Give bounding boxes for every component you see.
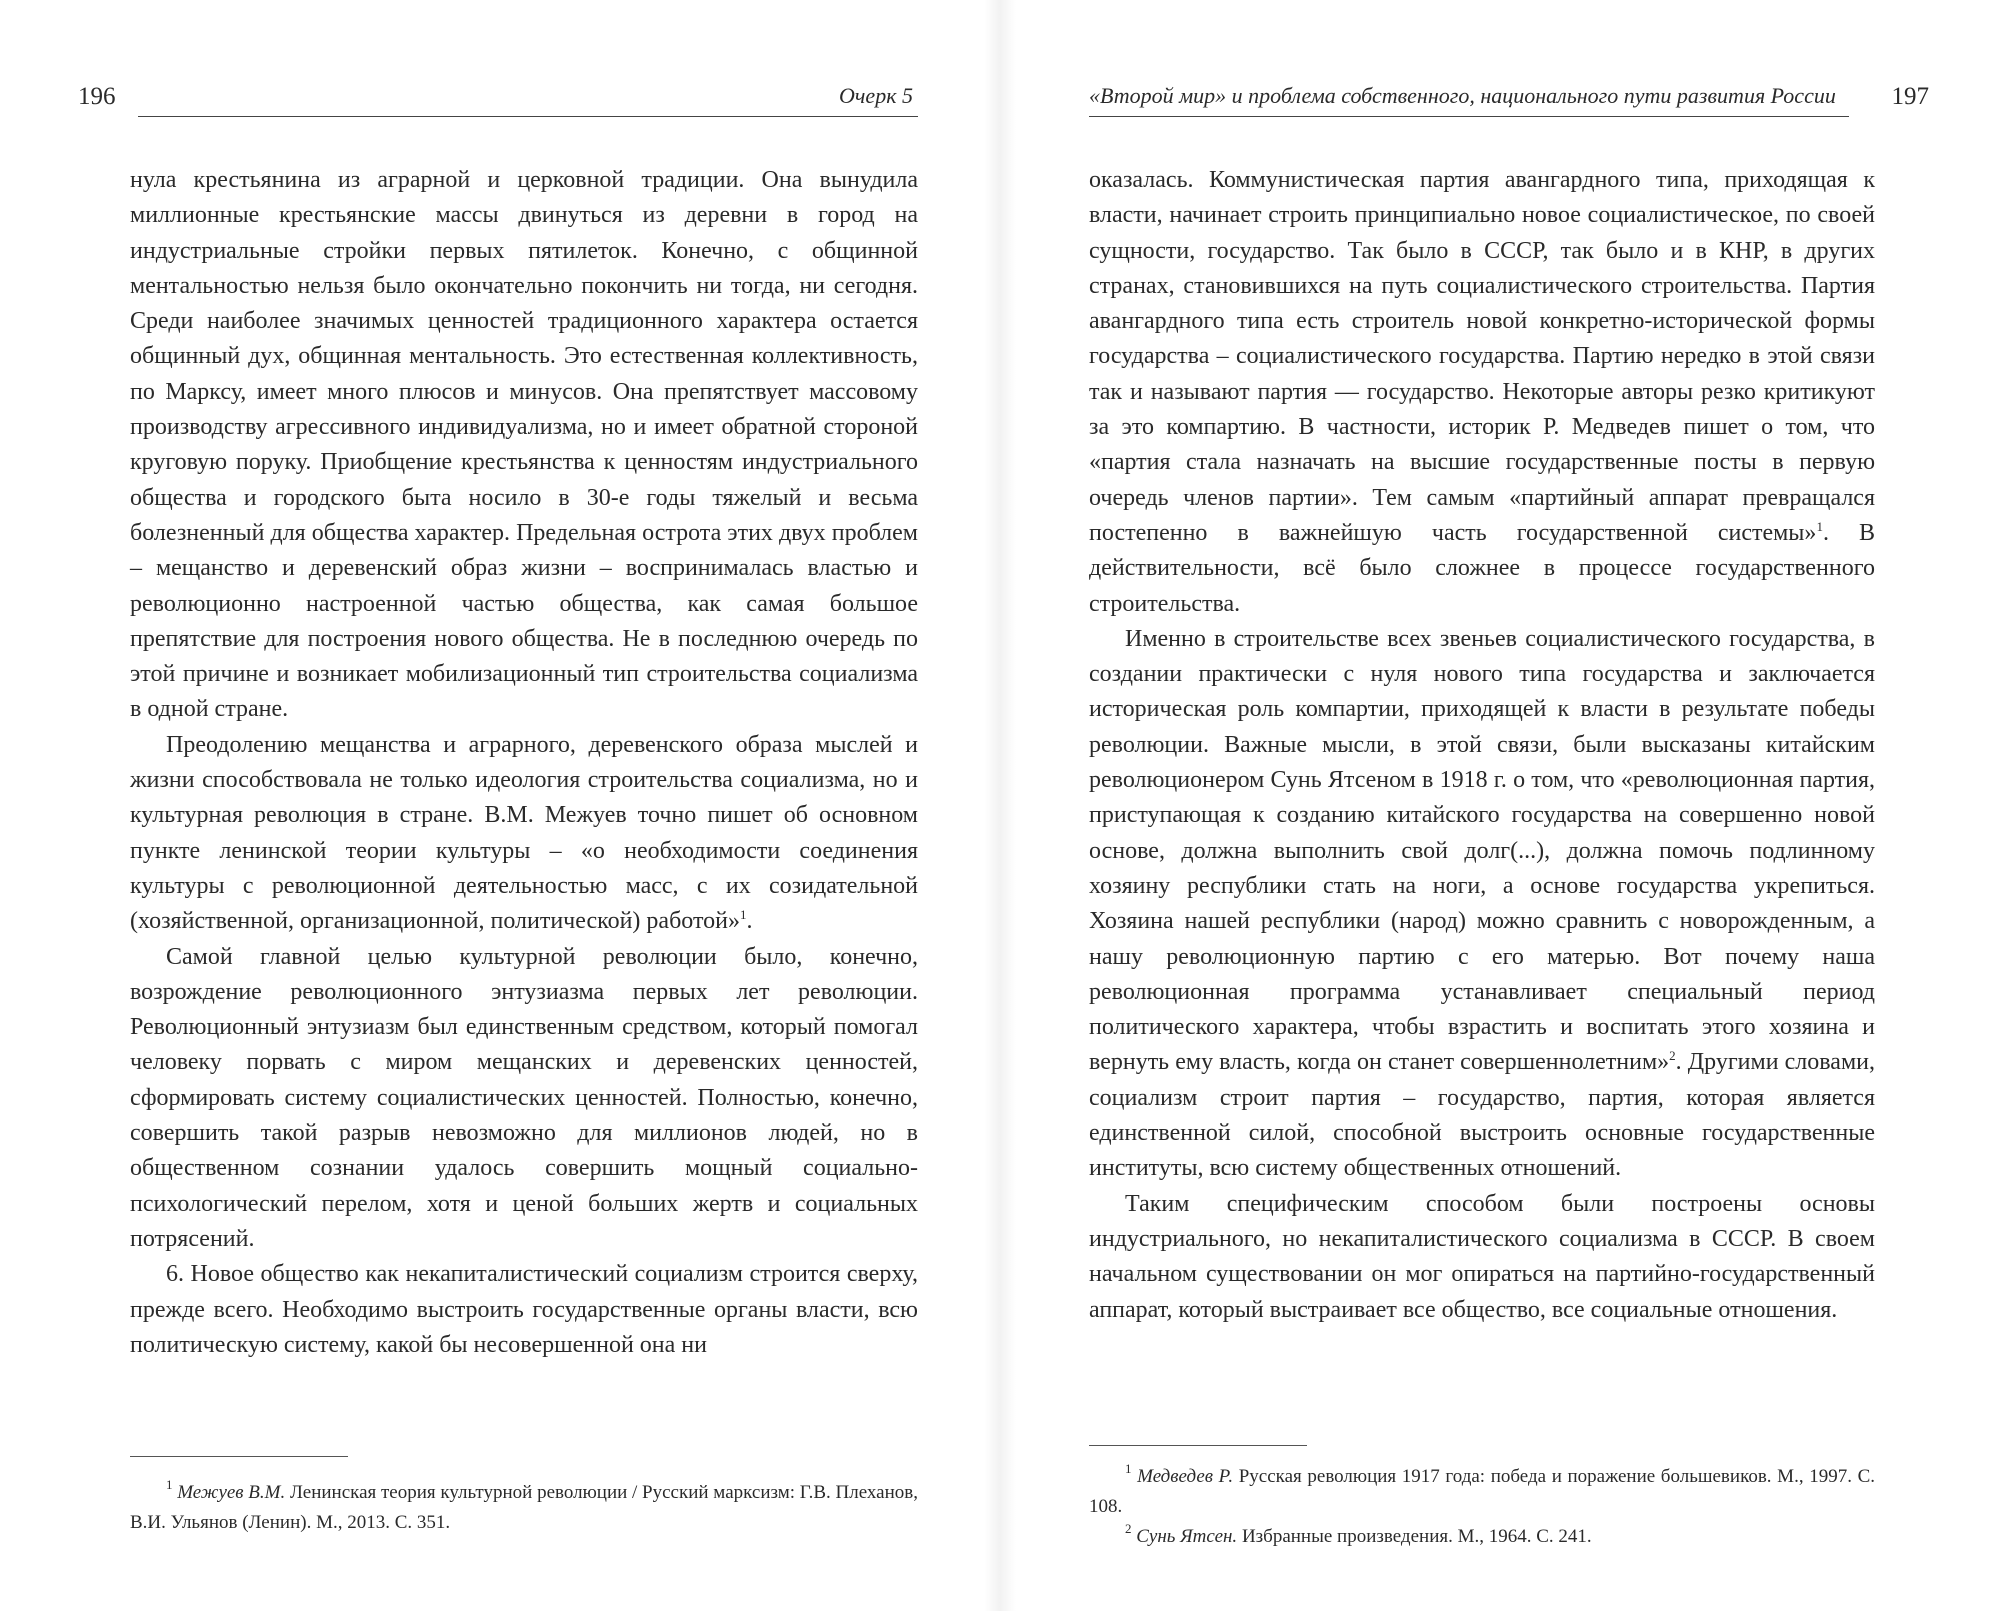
footnote: $^1$ Медведев Р. Русская революция 1917 года: победа и поражение большевиков. М., 1997. С. 108. bbox=[1089, 1461, 1876, 1517]
footnote: $^2$ Сунь Ятсен. Избранные произведения. М., 1964. С. 241. bbox=[1125, 1521, 1592, 1547]
page-number-left: 196 bbox=[78, 83, 116, 110]
footnotes-left bbox=[130, 1478, 918, 1538]
paragraph: 6. Новое общество как некапиталистический социализм строится сверху, прежде всего. Необходимо выстроить государственные органы власти, всю политическую систему, какой бы несовершенной она ни bbox=[130, 1261, 918, 1358]
paragraph: Преодолению мещанства и аграрного, деревенского образа мыслей и жизни способствовала не только идеология строительства социализма, но и культурная революция в стране. В.М. Межуев точно пишет об основном пункте ленинской теории культуры – «о необходимости соединения культуры с революционной деятельностью масс, с их созидательной (хозяйственной, организационной, политической) работой»$^1$. bbox=[130, 731, 918, 935]
header-rule-right bbox=[1089, 116, 1849, 117]
running-head-right: «Второй мир» и проблема собственного, национального пути развития России bbox=[1089, 83, 1836, 108]
paragraph: Таким специфическим способом были построены основы индустриального, но некапиталистического социализма в СССР. В своем начальном существовании он мог опираться на партийно-государственный аппарат, который выстраивает все общество, все социальные отношения. bbox=[1089, 1190, 1875, 1323]
footnote: $^1$ Межуев В.М. Ленинская теория культурной революции / Русский марксизм: Г.В. Плеханов, В.И. Ульянов (Ленин). М., 2013. С. 351. bbox=[130, 1477, 919, 1533]
right-page bbox=[1000, 0, 2000, 1611]
footnotes-right bbox=[1089, 1462, 1875, 1552]
paragraph: оказалась. Коммунистическая партия авангардного типа, приходящая к власти, начинает строить принципиально новое социалистическое, по своей сущности, государство. Так было в СССР, так было и в КНР, в других странах, становившихся на путь социалистического строительства. Партия авангардного типа есть строитель новой конкретно-исторической формы государства – социалистического государства. Партию нередко в этой связи так и называют партия — государство. Некоторые авторы резко критикуют за это компартию. В частности, историк Р. Медведев пишет о том, что «партия стала назначать на высшие государственные посты в первую очередь членов партии». Тем самым «партийный аппарат превращался постепенно в важнейшую часть государственной системы»$^1$. В действительности, всё было сложнее в процессе государственного строительства. bbox=[1089, 167, 1875, 617]
paragraph: нула крестьянина из аграрной и церковной традиции. Она вынудила миллионные крестьянские массы двинуться из деревни в город на индустриальные стройки первых пятилеток. Конечно, с общинной ментальностью нельзя было окончательно покончить ни тогда, ни сегодня. Среди наиболее значимых ценностей традиционного характера остается общинный дух, общинная ментальность. Это естественная коллективность, по Марксу, имеет много плюсов и минусов. Она препятствует массовому производству агрессивного индивидуализма, но и имеет обратной стороной круговую поруку. Приобщение крестьянства к ценностям индустриального общества и городского быта носило в 30-е годы тяжелый и весьма болезненный для общества характер. Предельная острота этих двух проблем – мещанство и деревенский образ жизни – воспринималась властью и революционно настроенной частью общества, как самая большое препятствие для построения нового общества. Не в последнюю очередь по этой причине и возникает мобилизационный тип строительства социализма в одной стране. bbox=[130, 167, 918, 723]
footnote-ref: 1 bbox=[1816, 518, 1823, 534]
footnote-rule-left bbox=[130, 1456, 348, 1457]
right-header bbox=[1089, 82, 1929, 122]
running-head-left: Очерк 5 bbox=[839, 83, 913, 108]
footnote-rule-right bbox=[1089, 1445, 1307, 1446]
right-body-text bbox=[1089, 163, 1875, 1328]
footnote-ref: 2 bbox=[1669, 1048, 1676, 1064]
paragraph: Именно в строительстве всех звеньев социалистического государства, в создании практически с нуля нового типа государства и заключается историческая роль компартии, приходящей к власти в результате победы революции. Важные мысли, в этой связи, были высказаны китайским революционером Сунь Ятсеном в 1918 г. о том, что «революционная партия, приступающая к созданию китайского государства на совершенно новой основе, должна выполнить свой долг(...), должна помочь подлинному хозяину республики стать на ноги, а основе государства укрепиться. Хозяина нашей республики (народ) можно сравнить с новорожденным, а нашу революционную партию с его матерью. Вот почему наша революционная программа устанавливает специальный период политического характера, чтобы взрастить и воспитать этого хозяина и вернуть ему власть, когда он станет совершеннолетним»$^2$. Другими словами, социализм строит партия – государство, партия, которая является единственной силой, способной выстроить основные государственные институты, всю систему общественных отношений. bbox=[1089, 625, 1875, 1182]
page-number-right: 197 bbox=[1891, 83, 1929, 110]
footnote-ref: 1 bbox=[739, 907, 747, 923]
header-rule-left bbox=[138, 116, 918, 117]
paragraph: Самой главной целью культурной революции было, конечно, возрождение революционного энтузиазма первых лет революции. Революционный энтузиазм был единственным средством, который помогал человеку порвать с миром мещанских и деревенских ценностей, сформировать систему социалистических ценностей. Полностью, конечно, совершить такой разрыв невозможно для миллионов людей, но в общественном сознании удалось совершить мощный социально-психологический перелом, хотя и ценой больших жертв и социальных потрясений. bbox=[130, 943, 918, 1252]
left-header bbox=[78, 82, 918, 122]
left-body-text bbox=[130, 163, 918, 1363]
